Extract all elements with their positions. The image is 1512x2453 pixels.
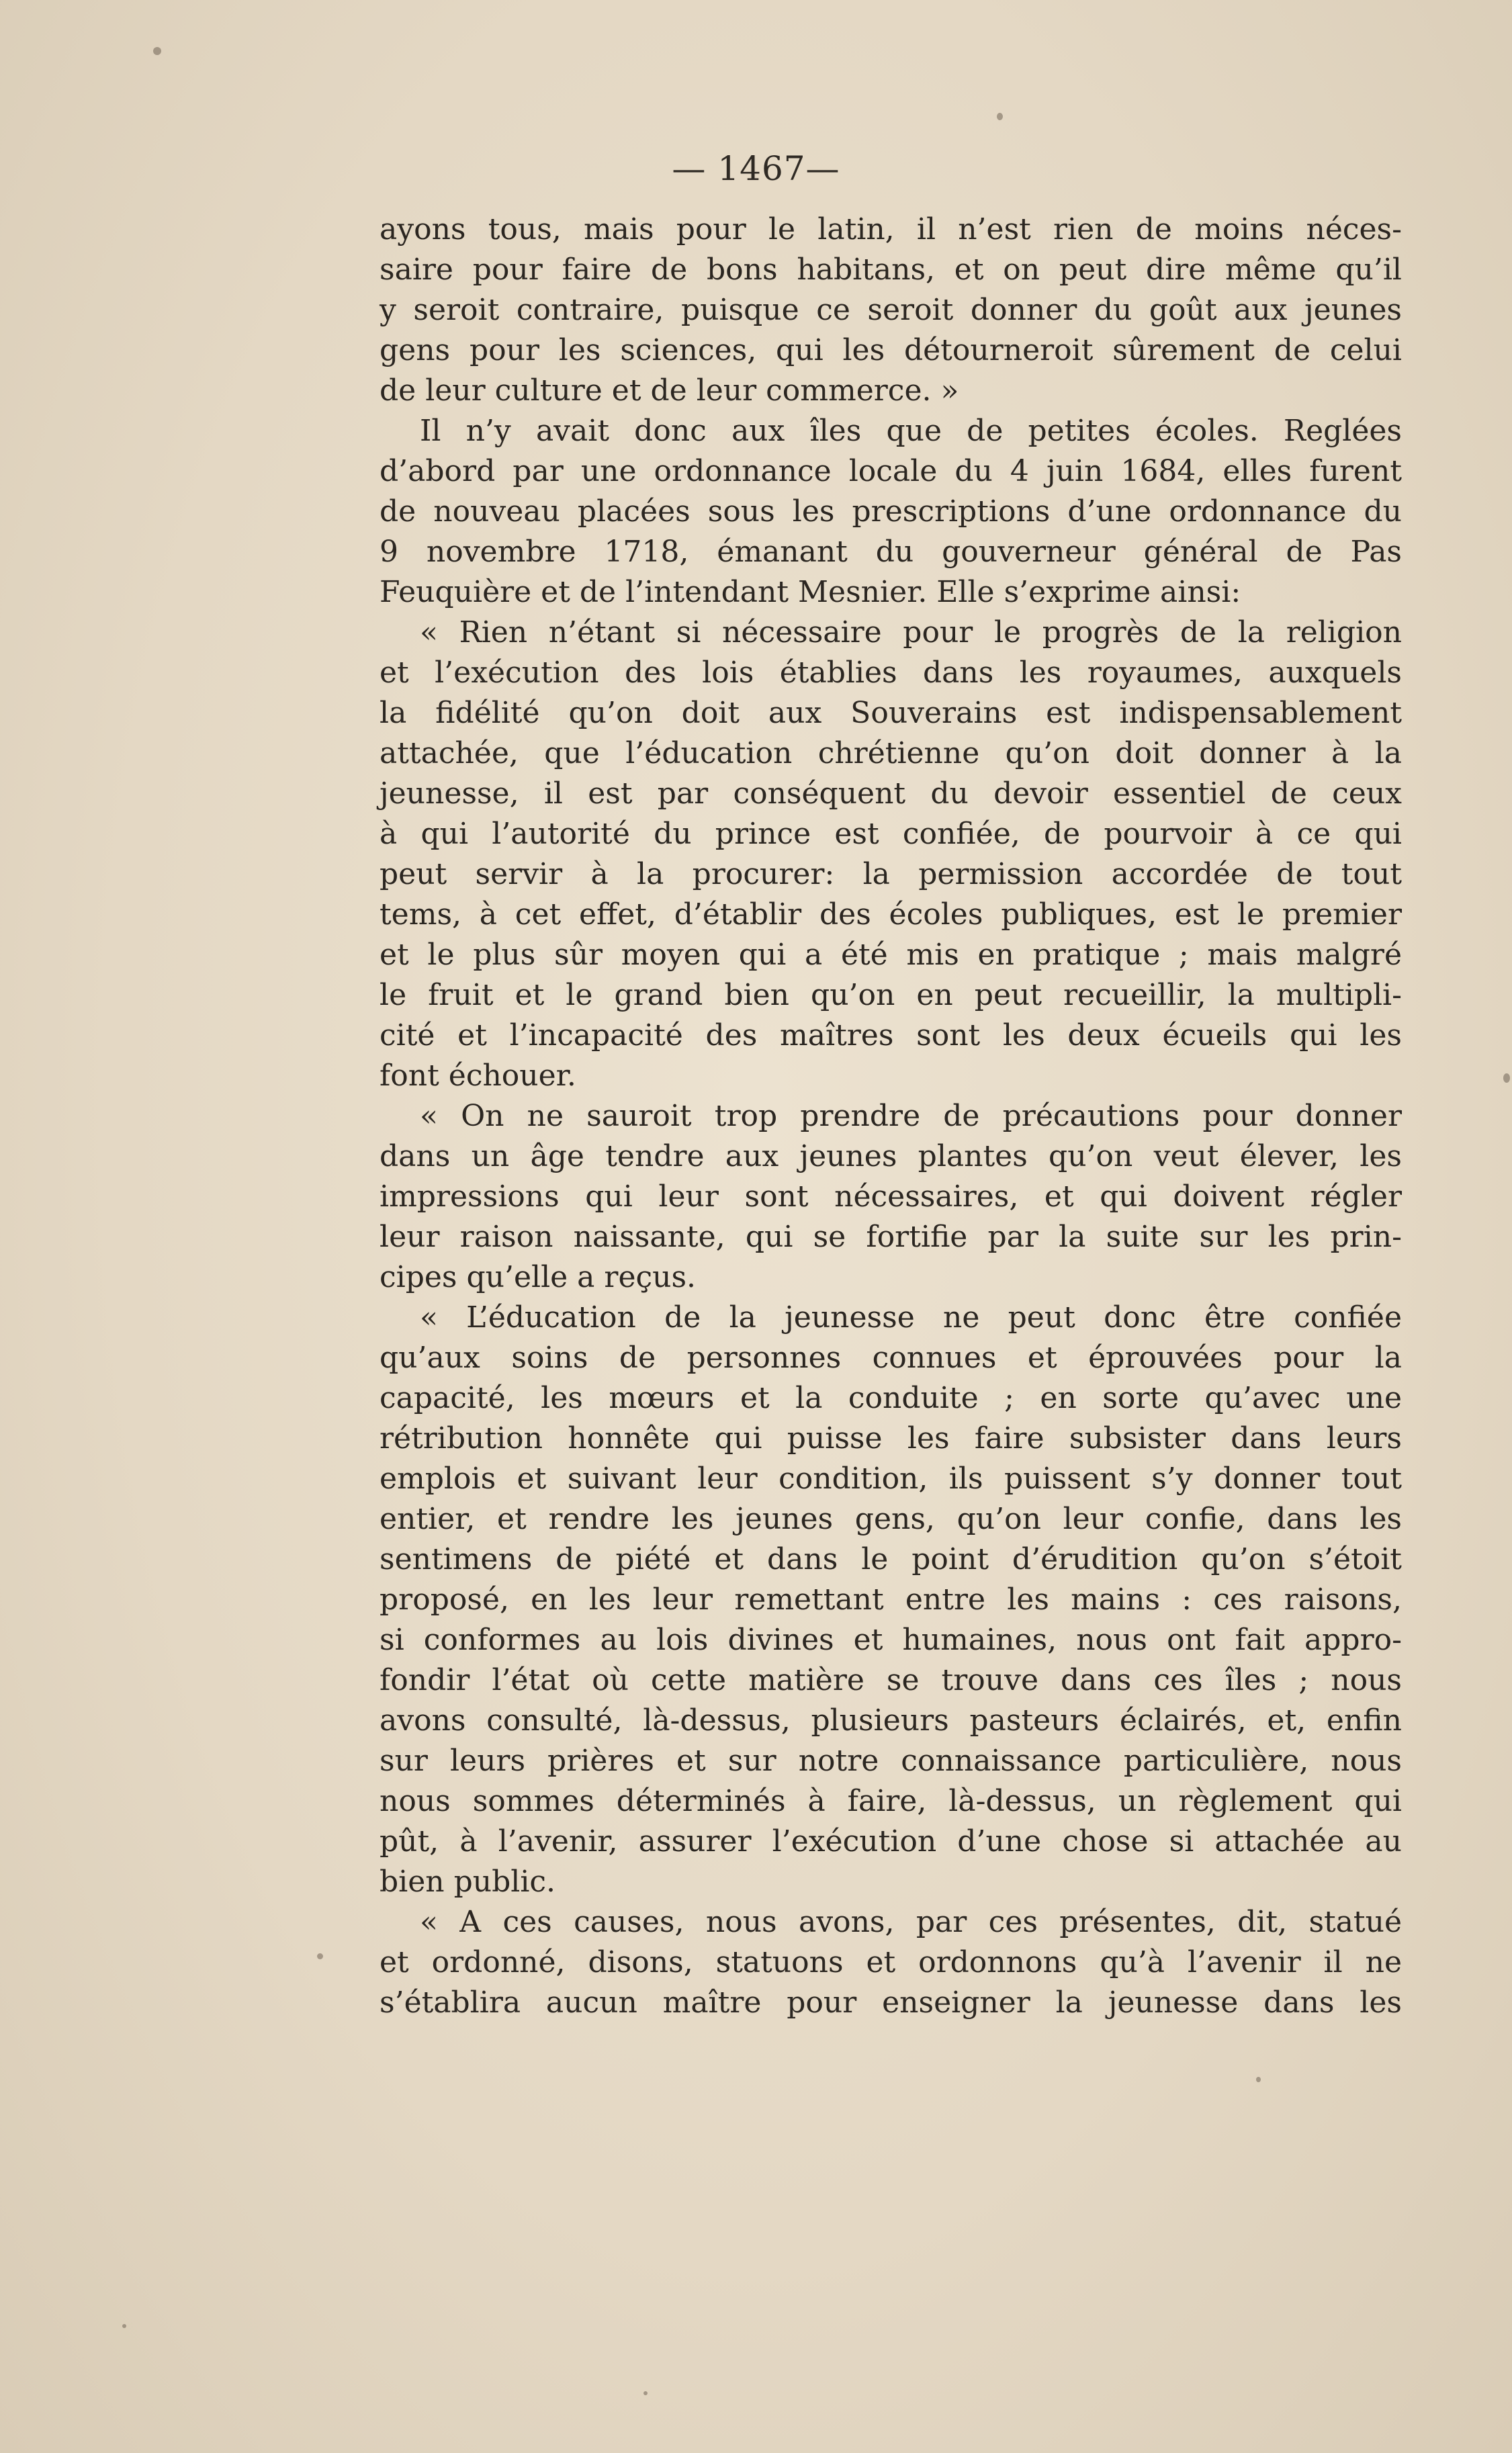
text-line: impressions qui leur sont nécessaires, et qui doivent régler xyxy=(380,1179,1402,1214)
paper-speck xyxy=(1256,2077,1261,2082)
text-line: ayons tous, mais pour le latin, il n’est rien de moins néces- xyxy=(380,212,1402,247)
paper-speck xyxy=(153,47,161,55)
text-line: emplois et suivant leur condition, ils puissent s’y donner tout xyxy=(380,1462,1402,1496)
text-line: avons consulté, là-dessus, plusieurs pasteurs éclairés, et, enfin xyxy=(380,1703,1402,1738)
paper-speck xyxy=(122,2324,126,2328)
paper-speck xyxy=(643,2391,648,2395)
text-line: capacité, les mœurs et la conduite ; en sorte qu’avec une xyxy=(380,1381,1402,1415)
page-number: — 1467— xyxy=(672,149,840,188)
text-line: saire pour faire de bons habitans, et on peut dire même qu’il xyxy=(380,253,1402,287)
text-line: à qui l’autorité du prince est confiée, de pourvoir à ce qui xyxy=(380,817,1402,851)
text-line: si conformes au lois divines et humaines, nous ont fait appro- xyxy=(380,1623,1402,1657)
text-line: Il n’y avait donc aux îles que de petites écoles. Reglées xyxy=(420,414,1402,448)
text-line: la fidélité qu’on doit aux Souverains est indispensablement xyxy=(380,696,1402,730)
text-line: et le plus sûr moyen qui a été mis en pratique ; mais malgré xyxy=(380,938,1402,972)
text-line: nous sommes déterminés à faire, là-dessus, un règlement qui xyxy=(380,1784,1402,1818)
text-line: bien public. xyxy=(380,1865,556,1899)
text-line: cité et l’incapacité des maîtres sont les deux écueils qui les xyxy=(380,1018,1402,1053)
text-line: cipes qu’elle a reçus. xyxy=(380,1260,697,1294)
text-line: « L’éducation de la jeunesse ne peut donc être confiée xyxy=(420,1300,1402,1335)
text-line: de leur culture et de leur commerce. » xyxy=(380,373,959,408)
text-line: rétribution honnête qui puisse les faire subsister dans leurs xyxy=(380,1421,1402,1456)
text-line: dans un âge tendre aux jeunes plantes qu’on veut élever, les xyxy=(380,1139,1402,1173)
text-line: font échouer. xyxy=(380,1059,576,1093)
text-line: sentimens de piété et dans le point d’érudition qu’on s’étoit xyxy=(380,1542,1402,1576)
text-line: fondir l’état où cette matière se trouve dans ces îles ; nous xyxy=(380,1663,1402,1697)
text-line: attachée, que l’éducation chrétienne qu’on doit donner à la xyxy=(380,736,1402,770)
text-line: tems, à cet effet, d’établir des écoles publiques, est le premier xyxy=(380,897,1402,932)
text-line: Feuquière et de l’intendant Mesnier. Elle s’exprime ainsi: xyxy=(380,575,1241,609)
text-line: de nouveau placées sous les prescriptions d’une ordonnance du xyxy=(380,494,1402,529)
text-line: le fruit et le grand bien qu’on en peut recueillir, la multipli- xyxy=(380,978,1402,1012)
text-line: s’établira aucun maître pour enseigner la jeunesse dans les xyxy=(380,1986,1402,2020)
text-line: leur raison naissante, qui se fortifie par la suite sur les prin- xyxy=(380,1220,1402,1254)
text-line: « On ne sauroit trop prendre de précautions pour donner xyxy=(420,1099,1402,1133)
paper-speck xyxy=(997,113,1003,120)
text-line: qu’aux soins de personnes connues et éprouvées pour la xyxy=(380,1341,1402,1375)
text-line: peut servir à la procurer: la permission accordée de tout xyxy=(380,857,1402,891)
text-line: 9 novembre 1718, émanant du gouverneur général de Pas xyxy=(380,535,1402,569)
text-line: « A ces causes, nous avons, par ces présentes, dit, statué xyxy=(420,1905,1402,1939)
text-line: sur leurs prières et sur notre connaissance particulière, nous xyxy=(380,1744,1402,1778)
body-text xyxy=(380,210,1402,2023)
paper-speck xyxy=(1503,1073,1510,1083)
text-line: pût, à l’avenir, assurer l’exécution d’une chose si attachée au xyxy=(380,1824,1402,1859)
paper-speck xyxy=(317,1953,323,1959)
text-line: et l’exécution des lois établies dans les royaumes, auxquels xyxy=(380,656,1402,690)
text-line: jeunesse, il est par conséquent du devoir essentiel de ceux xyxy=(380,776,1402,811)
text-line: d’abord par une ordonnance locale du 4 juin 1684, elles furent xyxy=(380,454,1402,488)
text-line: gens pour les sciences, qui les détourneroit sûrement de celui xyxy=(380,333,1402,367)
text-line: entier, et rendre les jeunes gens, qu’on leur confie, dans les xyxy=(380,1502,1402,1536)
text-line: « Rien n’étant si nécessaire pour le progrès de la religion xyxy=(420,615,1402,650)
text-line: y seroit contraire, puisque ce seroit donner du goût aux jeunes xyxy=(380,293,1402,327)
text-line: proposé, en les leur remettant entre les mains : ces raisons, xyxy=(380,1582,1402,1617)
text-line: et ordonné, disons, statuons et ordonnons qu’à l’avenir il ne xyxy=(380,1945,1402,1979)
